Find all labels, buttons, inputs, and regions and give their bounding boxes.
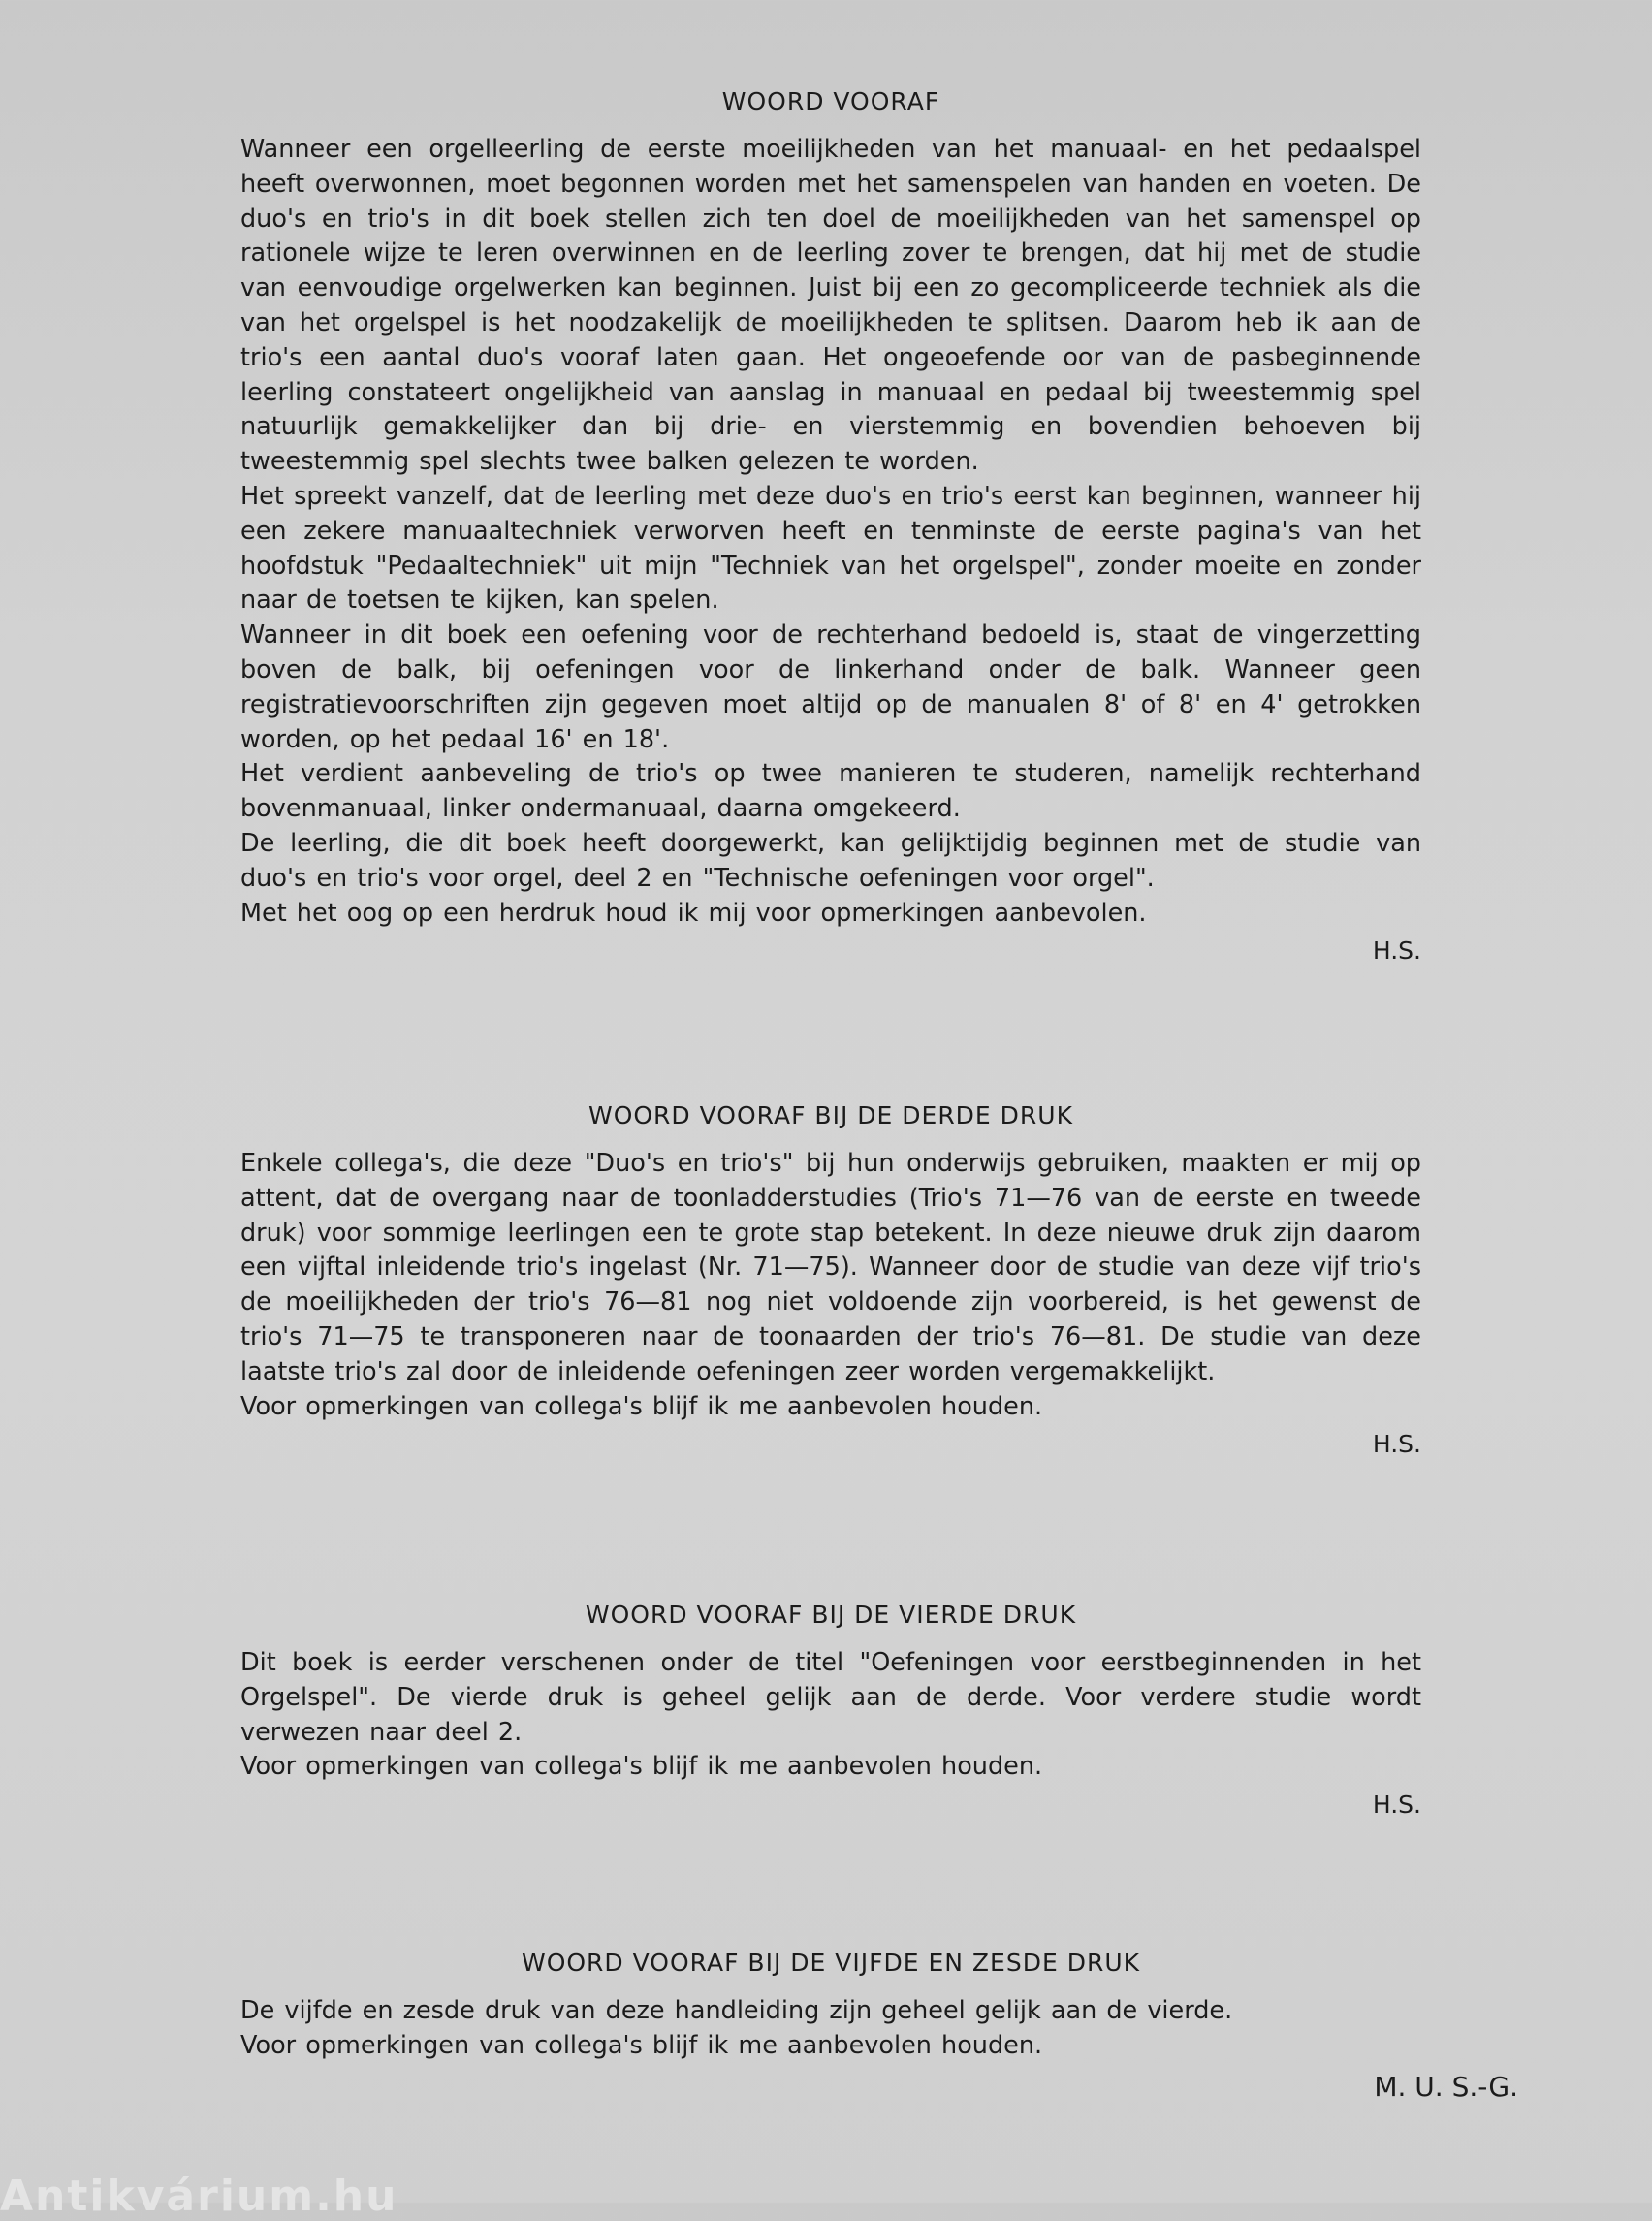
signature: M. U. S.-G. <box>1374 2071 1518 2103</box>
paragraph: Met het oog op een herdruk houd ik mij voor opmerkingen aanbevolen. <box>240 898 1147 928</box>
paragraph: Voor opmerkingen van collega's blijf ik me aanbevolen houden. <box>240 1391 1043 1421</box>
section-heading: WOORD VOORAF BIJ DE VIERDE DRUK <box>585 1601 1077 1629</box>
section-vijfde-zesde-druk <box>240 1949 1518 2103</box>
section-derde-druk <box>240 1101 1421 1458</box>
section-woord-vooraf <box>240 87 1421 965</box>
watermark: Antikvárium.hu <box>0 2172 398 2221</box>
section-heading: WOORD VOORAF BIJ DE VIJFDE EN ZESDE DRUK <box>521 1949 1141 1977</box>
signature: H.S. <box>1372 936 1421 966</box>
section-heading: WOORD VOORAF BIJ DE DERDE DRUK <box>588 1101 1073 1129</box>
paragraph: Voor opmerkingen van collega's blijf ik me aanbevolen houden. <box>240 1752 1043 1782</box>
paragraph: Wanneer een orgelleerling de eerste moeilijkheden van het manuaal- en het pedaalspel heeft overwonnen, moet begonnen worden met het samenspelen van handen en voeten. De duo's en trio's in dit boek stellen zich ten doel de moeilijkheden van het samenspel op rationele wijze te leren overwinnen en de leerling zover te brengen, dat hij met de studie van eenvoudige orgelwerken kan beginnen. Juist bij een zo gecompliceerde techniek als die van het orgelspel is het noodzakelijk de moeilijkheden te splitsen. Daarom heb ik aan de trio's een aantal duo's vooraf laten gaan. Het ongeoefende oor van de pasbeginnende leerling constateert ongelijkheid van aanslag in manuaal en pedaal bij tweestemmig spel natuurlijk gemakkelijker dan bij drie- en vierstemmig en bovendien behoeven bij tweestemmig spel slechts twee balken gelezen te worden. <box>240 135 1421 477</box>
signature: H.S. <box>1372 1430 1421 1459</box>
paragraph: De leerling, die dit boek heeft doorgewerkt, kan gelijktijdig beginnen met de studie van duo's en trio's voor orgel, deel 2 en "Technische oefeningen voor orgel". <box>240 828 1421 893</box>
paragraph: Enkele collega's, die deze "Duo's en trio's" bij hun onderwijs gebruiken, maakten er mij op attent, dat de overgang naar de toonladderstudies (Trio's 71—76 van de eerste en tweede druk) voor sommige leerlingen een te grote stap betekent. In deze nieuwe druk zijn daarom een vijftal inleidende trio's ingelast (Nr. 71—75). Wanneer door de studie van deze vijf trio's de moeilijkheden der trio's 76—81 nog niet voldoende zijn voorbereid, is het gewenst de trio's 71—75 te transponeren naar de toonaarden der trio's 76—81. De studie van deze laatste trio's zal door de inleidende oefeningen zeer worden vergemakkelijkt. <box>240 1149 1421 1386</box>
section-heading: WOORD VOORAF <box>721 87 940 115</box>
paragraph: Voor opmerkingen van collega's blijf ik me aanbevolen houden. <box>240 2030 1043 2060</box>
paragraph: Het verdient aanbeveling de trio's op twee manieren te studeren, namelijk rechterhand bovenmanuaal, linker ondermanuaal, daarna omgekeerd. <box>240 759 1421 824</box>
paragraph: Wanneer in dit boek een oefening voor de rechterhand bedoeld is, staat de vingerzetting boven de balk, bij oefeningen voor de linkerhand onder de balk. Wanneer geen registratievoorschriften zijn gegeven moet altijd op de manualen 8' of 8' en 4' getrokken worden, op het pedaal 16' en 18'. <box>240 620 1421 754</box>
paragraph: Dit boek is eerder verschenen onder de titel "Oefeningen voor eerstbeginnenden in het Orgelspel". De vierde druk is geheel gelijk aan de derde. Voor verdere studie wordt verwezen naar deel 2. <box>240 1648 1421 1747</box>
paragraph: Het spreekt vanzelf, dat de leerling met deze duo's en trio's eerst kan beginnen, wanneer hij een zekere manuaaltechniek verworven heeft en tenminste de eerste pagina's van het hoofdstuk "Pedaaltechniek" uit mijn "Techniek van het orgelspel", zonder moeite en zonder naar de toetsen te kijken, kan spelen. <box>240 481 1421 616</box>
section-vierde-druk <box>240 1601 1421 1819</box>
signature: H.S. <box>1372 1791 1421 1820</box>
paragraph: De vijfde en zesde druk van deze handleiding zijn geheel gelijk aan de vierde. <box>240 1996 1233 2025</box>
